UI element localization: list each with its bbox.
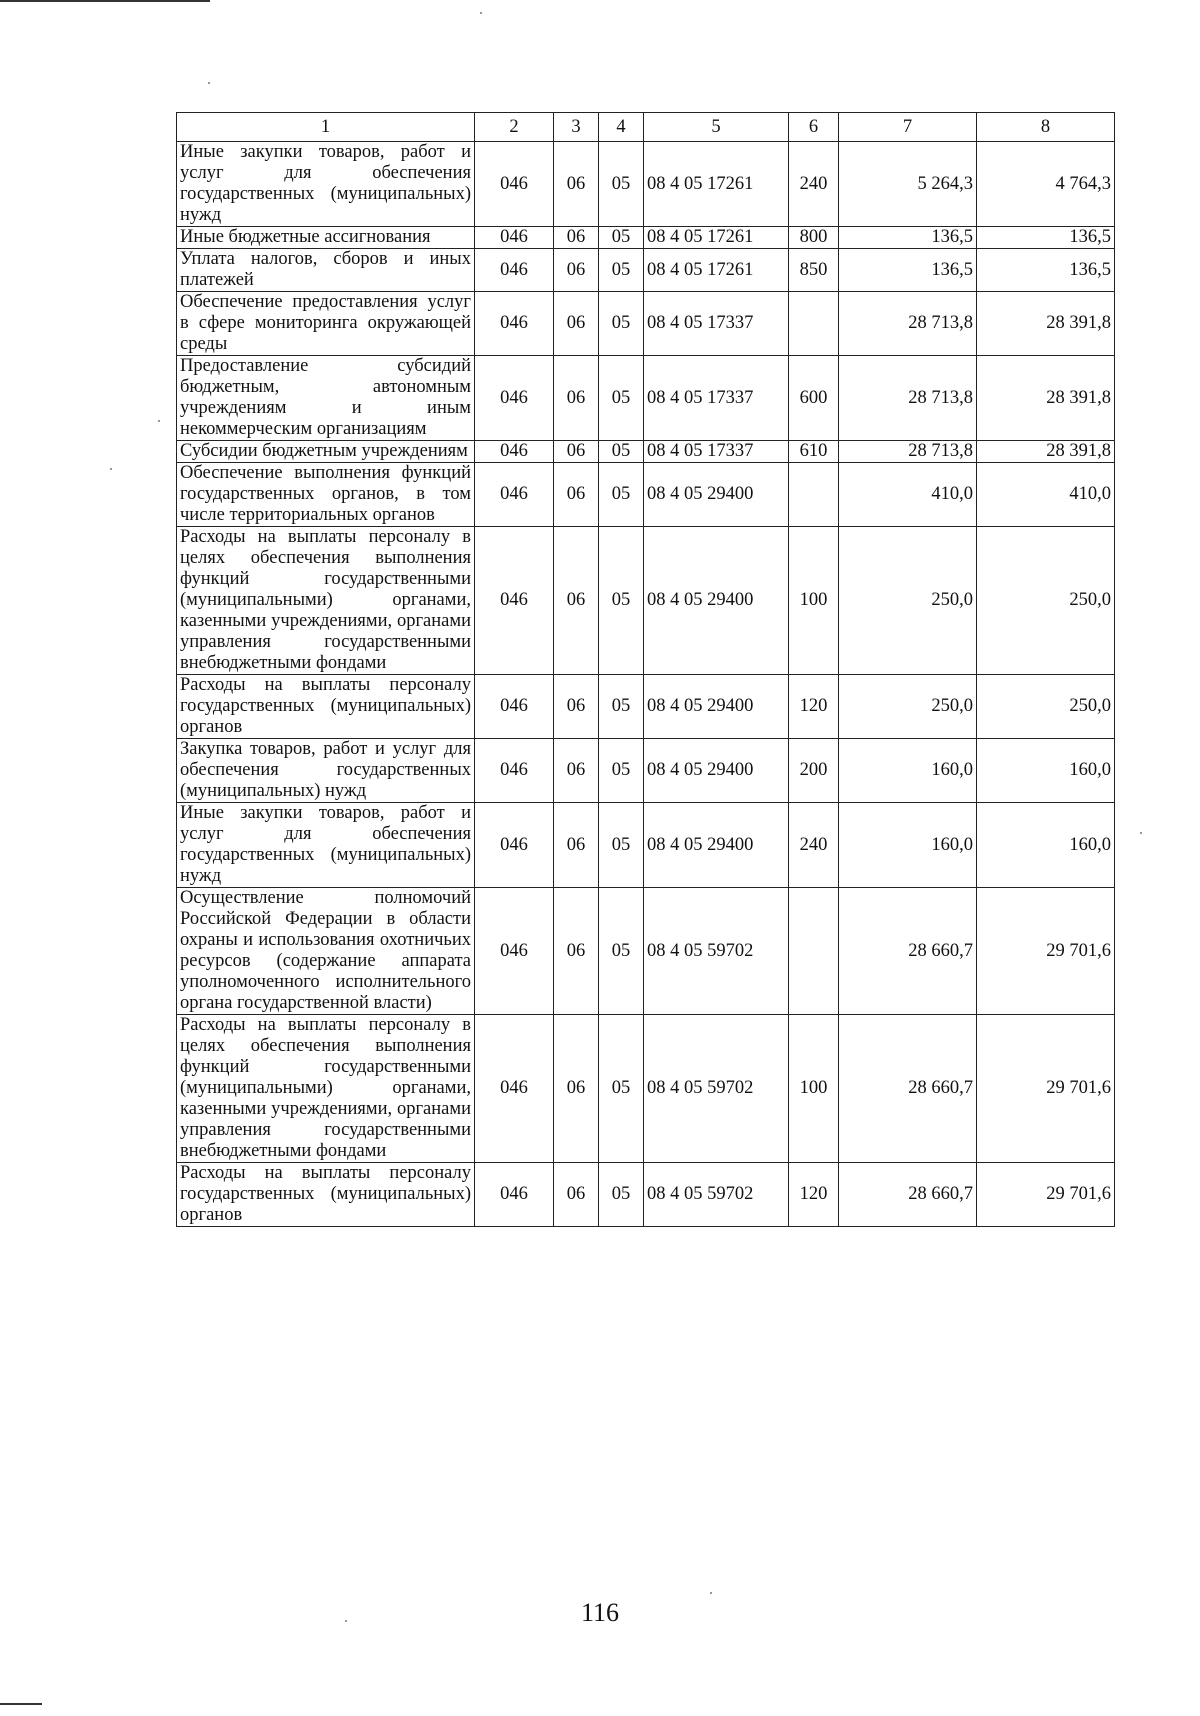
table-row [177,888,1115,1015]
ministry-code-cell: 046 [475,675,554,739]
expense-type-cell: 200 [789,739,839,803]
expense-type-cell [789,888,839,1015]
section-code-cell: 06 [554,1163,599,1227]
subsection-code-cell: 05 [599,739,644,803]
section-code-cell: 06 [554,463,599,527]
target-article-cell: 08 4 05 17337 [644,292,789,356]
column-header: 3 [554,113,599,142]
scan-speck [1140,832,1142,834]
expense-name-cell: Иные закупки товаров, работ и услуг для обеспечения государственных (муниципальных) нужд [177,803,475,888]
amount-year2-cell: 28 391,8 [977,292,1115,356]
amount-year2-cell: 28 391,8 [977,356,1115,441]
amount-year1-cell: 28 713,8 [839,356,977,441]
ministry-code-cell: 046 [475,292,554,356]
scan-speck [710,1592,712,1594]
amount-year1-cell: 250,0 [839,527,977,675]
table-row [177,142,1115,227]
subsection-code-cell: 05 [599,1163,644,1227]
table-row [177,675,1115,739]
amount-year2-cell: 250,0 [977,675,1115,739]
table-row [177,527,1115,675]
expense-name-cell: Обеспечение выполнения функций государственных органов, в том числе территориальных органов [177,463,475,527]
amount-year1-cell: 28 713,8 [839,441,977,463]
amount-year2-cell: 250,0 [977,527,1115,675]
expense-name-cell: Обеспечение предоставления услуг в сфере мониторинга окружающей среды [177,292,475,356]
amount-year2-cell: 29 701,6 [977,1163,1115,1227]
subsection-code-cell: 05 [599,463,644,527]
target-article-cell: 08 4 05 29400 [644,675,789,739]
column-header: 8 [977,113,1115,142]
target-article-cell: 08 4 05 29400 [644,463,789,527]
column-header: 6 [789,113,839,142]
ministry-code-cell: 046 [475,249,554,292]
expense-type-cell: 610 [789,441,839,463]
column-header: 5 [644,113,789,142]
scan-speck [110,468,112,470]
amount-year2-cell: 410,0 [977,463,1115,527]
ministry-code-cell: 046 [475,227,554,249]
table-row [177,356,1115,441]
amount-year1-cell: 28 660,7 [839,1163,977,1227]
amount-year2-cell: 28 391,8 [977,441,1115,463]
table-row [177,441,1115,463]
expense-name-cell: Субсидии бюджетным учреждениям [177,441,475,463]
column-header: 7 [839,113,977,142]
target-article-cell: 08 4 05 59702 [644,1163,789,1227]
scan-edge-line-top [0,0,210,2]
amount-year1-cell: 250,0 [839,675,977,739]
table-row [177,292,1115,356]
amount-year1-cell: 28 660,7 [839,1015,977,1163]
page-number: 116 [580,1598,620,1627]
target-article-cell: 08 4 05 29400 [644,527,789,675]
target-article-cell: 08 4 05 29400 [644,803,789,888]
column-header: 4 [599,113,644,142]
expense-type-cell: 240 [789,142,839,227]
amount-year1-cell: 136,5 [839,249,977,292]
expense-name-cell: Уплата налогов, сборов и иных платежей [177,249,475,292]
table-row [177,249,1115,292]
table-row [177,1015,1115,1163]
table-body [177,142,1115,1227]
expense-type-cell: 600 [789,356,839,441]
expense-type-cell: 850 [789,249,839,292]
target-article-cell: 08 4 05 17261 [644,227,789,249]
expense-type-cell [789,292,839,356]
column-header: 1 [177,113,475,142]
expense-name-cell: Расходы на выплаты персоналу государственных (муниципальных) органов [177,675,475,739]
expense-type-cell: 120 [789,675,839,739]
section-code-cell: 06 [554,441,599,463]
subsection-code-cell: 05 [599,675,644,739]
section-code-cell: 06 [554,1015,599,1163]
scan-speck [158,420,160,422]
ministry-code-cell: 046 [475,803,554,888]
ministry-code-cell: 046 [475,142,554,227]
target-article-cell: 08 4 05 59702 [644,1015,789,1163]
target-article-cell: 08 4 05 29400 [644,739,789,803]
section-code-cell: 06 [554,675,599,739]
ministry-code-cell: 046 [475,463,554,527]
amount-year2-cell: 136,5 [977,249,1115,292]
section-code-cell: 06 [554,227,599,249]
amount-year1-cell: 28 660,7 [839,888,977,1015]
ministry-code-cell: 046 [475,888,554,1015]
subsection-code-cell: 05 [599,888,644,1015]
amount-year2-cell: 29 701,6 [977,888,1115,1015]
table-row [177,739,1115,803]
scan-speck [208,82,210,84]
table-row [177,1163,1115,1227]
table-row [177,803,1115,888]
subsection-code-cell: 05 [599,356,644,441]
amount-year1-cell: 410,0 [839,463,977,527]
expense-type-cell: 240 [789,803,839,888]
expense-name-cell: Иные закупки товаров, работ и услуг для обеспечения государственных (муниципальных) нужд [177,142,475,227]
expense-type-cell [789,463,839,527]
section-code-cell: 06 [554,142,599,227]
expense-type-cell: 120 [789,1163,839,1227]
ministry-code-cell: 046 [475,1015,554,1163]
table-header-row [177,113,1115,142]
section-code-cell: 06 [554,292,599,356]
expense-type-cell: 100 [789,527,839,675]
amount-year1-cell: 160,0 [839,739,977,803]
ministry-code-cell: 046 [475,1163,554,1227]
target-article-cell: 08 4 05 17261 [644,249,789,292]
scan-edge-line-bottom [0,1703,42,1705]
budget-table [176,112,1115,1227]
subsection-code-cell: 05 [599,142,644,227]
subsection-code-cell: 05 [599,527,644,675]
amount-year2-cell: 136,5 [977,227,1115,249]
target-article-cell: 08 4 05 17261 [644,142,789,227]
table-row [177,463,1115,527]
expense-name-cell: Расходы на выплаты персоналу в целях обеспечения выполнения функций государственными (муниципальными) органами, казенными учреждениями, органами управления государственными внебюджетными фондами [177,527,475,675]
expense-name-cell: Предоставление субсидий бюджетным, автономным учреждениям и иным некоммерческим организациям [177,356,475,441]
target-article-cell: 08 4 05 17337 [644,441,789,463]
amount-year1-cell: 136,5 [839,227,977,249]
target-article-cell: 08 4 05 59702 [644,888,789,1015]
subsection-code-cell: 05 [599,227,644,249]
amount-year2-cell: 29 701,6 [977,1015,1115,1163]
section-code-cell: 06 [554,249,599,292]
expense-name-cell: Расходы на выплаты персоналу в целях обеспечения выполнения функций государственными (муниципальными) органами, казенными учреждениями, органами управления государственными внебюджетными фондами [177,1015,475,1163]
expense-type-cell: 800 [789,227,839,249]
amount-year1-cell: 5 264,3 [839,142,977,227]
subsection-code-cell: 05 [599,292,644,356]
section-code-cell: 06 [554,527,599,675]
section-code-cell: 06 [554,356,599,441]
section-code-cell: 06 [554,739,599,803]
target-article-cell: 08 4 05 17337 [644,356,789,441]
scan-speck [480,12,482,14]
subsection-code-cell: 05 [599,803,644,888]
amount-year1-cell: 28 713,8 [839,292,977,356]
amount-year2-cell: 4 764,3 [977,142,1115,227]
subsection-code-cell: 05 [599,441,644,463]
ministry-code-cell: 046 [475,527,554,675]
amount-year2-cell: 160,0 [977,803,1115,888]
ministry-code-cell: 046 [475,739,554,803]
amount-year2-cell: 160,0 [977,739,1115,803]
subsection-code-cell: 05 [599,249,644,292]
amount-year1-cell: 160,0 [839,803,977,888]
column-header: 2 [475,113,554,142]
expense-name-cell: Расходы на выплаты персоналу государственных (муниципальных) органов [177,1163,475,1227]
section-code-cell: 06 [554,888,599,1015]
table-row [177,227,1115,249]
expense-name-cell: Закупка товаров, работ и услуг для обеспечения государственных (муниципальных) нужд [177,739,475,803]
ministry-code-cell: 046 [475,441,554,463]
expense-type-cell: 100 [789,1015,839,1163]
expense-name-cell: Осуществление полномочий Российской Федерации в области охраны и использования охотничьих ресурсов (содержание аппарата уполномоченного исполнительного органа государственной власти) [177,888,475,1015]
expense-name-cell: Иные бюджетные ассигнования [177,227,475,249]
section-code-cell: 06 [554,803,599,888]
subsection-code-cell: 05 [599,1015,644,1163]
ministry-code-cell: 046 [475,356,554,441]
